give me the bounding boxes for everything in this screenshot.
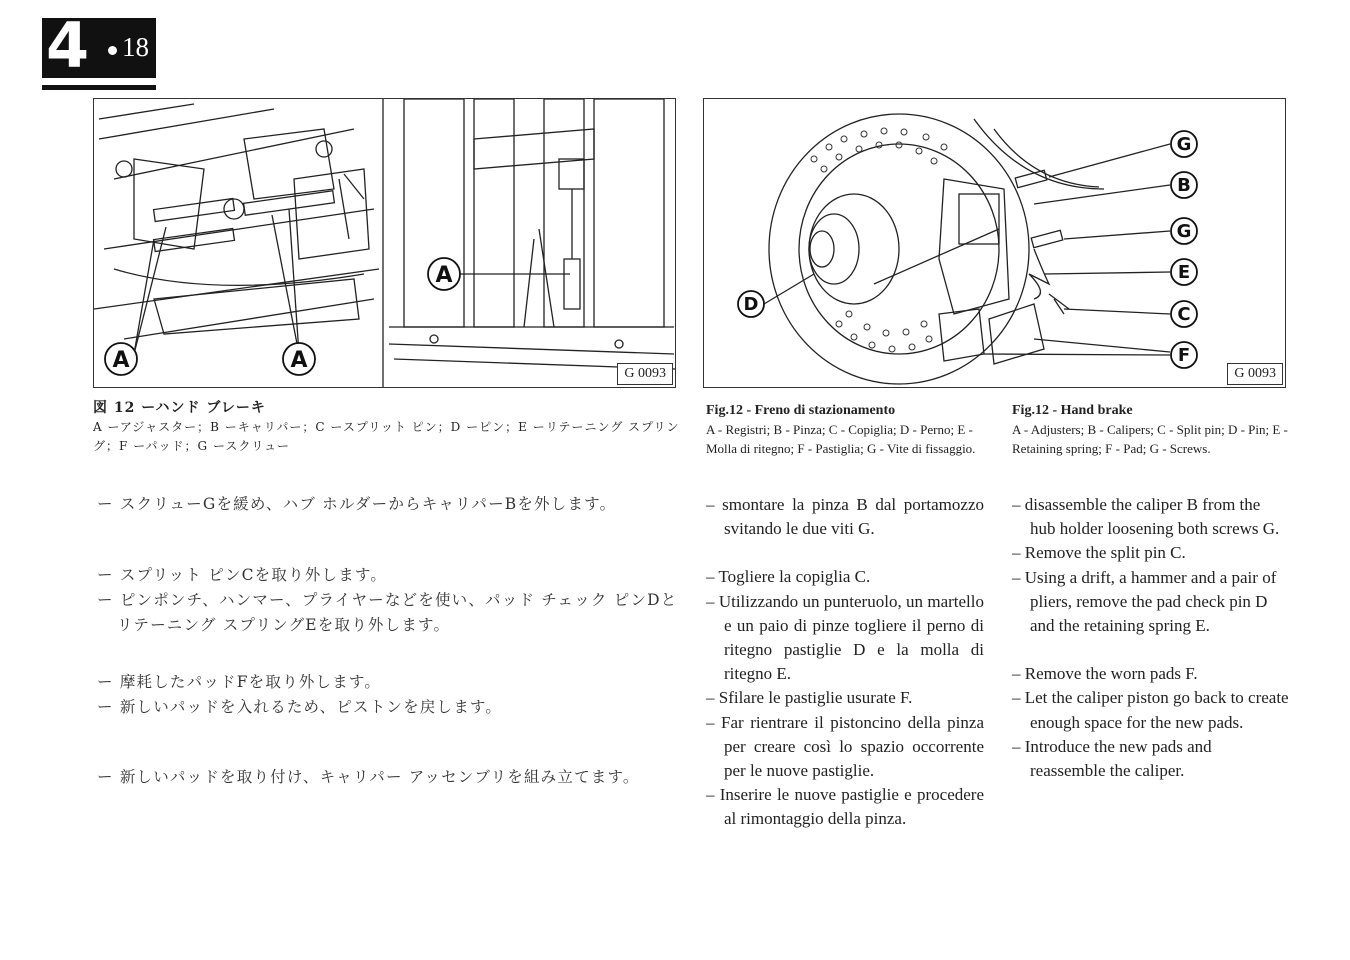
caption-en	[1012, 401, 1290, 458]
step-en-6: – Introduce the new pads and reassemble the caliper.	[1012, 736, 1212, 781]
steps-it	[706, 493, 984, 832]
caption-it-body: A - Registri; B - Pinza; C - Copiglia; D - Perno; E - Molla di ritegno; F - Pastiglia; G - Vite di fissaggio.	[706, 422, 976, 456]
step-it-2: – Togliere la copiglia C.	[706, 567, 871, 587]
caption-jp-body: A ーアジャスター；B ーキャリパー；C ースプリット ピン；D ーピン；E ーリテーニング スプリング；F ーパッド；G ースクリュー	[93, 420, 680, 453]
svg-text:A: A	[112, 348, 130, 373]
step-it-4: – Sfilare le pastiglie usurate F.	[706, 688, 913, 708]
step-en-4: – Remove the worn pads F.	[1012, 664, 1198, 684]
page-number: 18	[122, 32, 149, 62]
chapter-number: 4	[46, 9, 90, 82]
callout-g-bottom	[1171, 218, 1197, 244]
step-it-6: – Inserire le nuove pastiglie e procedere al rimontaggio della pinza.	[706, 785, 984, 829]
svg-text:G: G	[1176, 221, 1192, 242]
svg-text:E: E	[1177, 262, 1191, 283]
step-it-1: – smontare la pinza B dal portamozzo svitando le due viti G.	[706, 495, 984, 539]
chapter-badge	[42, 9, 156, 82]
callout-a-right-panel	[428, 258, 460, 290]
caption-en-body: A - Adjusters; B - Calipers; C - Split pin; D - Pin; E - Retaining spring; F - Pad; G - Screws.	[1012, 422, 1288, 456]
callout-a-left	[105, 343, 137, 375]
svg-text:B: B	[1177, 175, 1191, 196]
step-en-1: – disassemble the caliper B from the hub holder loosening both screws G.	[1012, 495, 1280, 539]
callout-b	[1171, 172, 1197, 198]
callout-d	[738, 291, 764, 317]
callout-c	[1171, 301, 1197, 327]
figure-code-right: G 0093	[1227, 363, 1283, 385]
svg-text:D: D	[743, 294, 759, 315]
figure-code-left: G 0093	[617, 363, 673, 385]
badge-dot	[108, 46, 117, 55]
callout-a-middle	[283, 343, 315, 375]
svg-text:A: A	[290, 348, 308, 373]
step-jp-2: ー スプリット ピンCを取り外します。	[97, 566, 388, 584]
step-en-3: – Using a drift, a hammer and a pair of pliers, remove the pad check pin D and the retaining spring E.	[1012, 567, 1277, 636]
svg-text:C: C	[1177, 304, 1191, 325]
figure-brake-disc	[703, 98, 1286, 388]
caption-jp-title: 図 12 ーハンド ブレーキ	[93, 400, 266, 416]
callout-g-top	[1171, 131, 1197, 157]
brake-disc-drawing	[704, 99, 1285, 387]
step-jp-6: ー 新しいパッドを取り付け、キャリパー アッセンブリを組み立てます。	[97, 768, 640, 786]
caption-it	[706, 401, 986, 458]
step-jp-3: ー ピンポンチ、ハンマー、プライヤーなどを使い、パッド チェック ピンDとリテーニング スプリングEを取り外します。	[97, 591, 678, 634]
callout-f	[1171, 342, 1197, 368]
step-en-2: – Remove the split pin C.	[1012, 543, 1186, 563]
header-rule	[42, 85, 156, 90]
caption-jp	[93, 399, 683, 456]
svg-text:A: A	[435, 263, 453, 288]
steps-en	[1012, 493, 1290, 783]
callout-e	[1171, 259, 1197, 285]
svg-text:F: F	[1177, 345, 1191, 366]
caption-en-title: Fig.12 - Hand brake	[1012, 403, 1133, 418]
step-jp-4: ー 摩耗したパッドFを取り外します。	[97, 673, 382, 691]
steps-jp	[97, 492, 687, 790]
step-it-3: – Utilizzando un punteruolo, un martello e un paio di pinze togliere il perno di ritegno pastiglie D e la molla di ritegno E.	[706, 591, 984, 684]
svg-text:G: G	[1176, 134, 1192, 155]
step-en-5: – Let the caliper piston go back to create enough space for the new pads.	[1012, 688, 1289, 732]
step-it-5: – Far rientrare il pistoncino della pinza per creare così lo spazio occorrente per le nuove pastiglie.	[706, 712, 984, 781]
step-jp-5: ー 新しいパッドを入れるため、ピストンを戻します。	[97, 698, 503, 716]
caption-it-title: Fig.12 - Freno di stazionamento	[706, 403, 896, 418]
step-jp-1: ー スクリューGを緩め、ハブ ホルダーからキャリパーBを外します。	[97, 495, 617, 513]
figure-handbrake-adjusters	[93, 98, 676, 388]
handbrake-drawing	[94, 99, 675, 387]
